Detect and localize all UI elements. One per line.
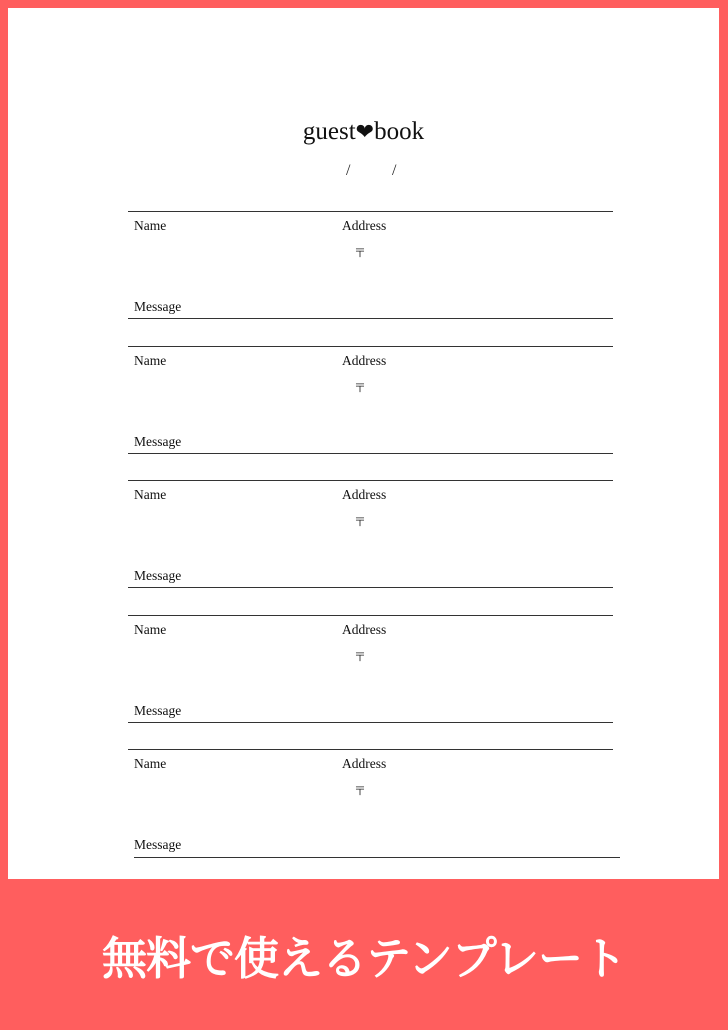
name-label: Name [134,218,167,233]
date-separator-1: / [346,162,351,179]
message-label: Message [134,434,182,449]
title-text-left: guest [302,118,356,145]
promo-banner [0,879,728,1030]
address-label: Address [342,622,387,637]
entry-top-rule [128,615,613,616]
message-label: Message [134,837,182,852]
entry-bottom-rule [128,587,613,588]
date-separator-2: / [392,162,397,179]
entry-top-rule [128,211,613,212]
entry-bottom-rule [128,722,613,723]
guestbook-sheet [8,8,719,879]
address-label: Address [342,218,387,233]
guest-entry [8,480,719,590]
entry-top-rule [128,749,613,750]
banner-text: 無料で使えるテンプレート [102,932,626,985]
entry-bottom-rule [128,318,613,319]
postal-mark-icon: 〒 [354,381,367,395]
name-label: Name [134,756,167,771]
entry-top-rule [128,346,613,347]
name-label: Name [134,353,167,368]
message-label: Message [134,568,182,583]
name-label: Name [134,622,167,637]
address-label: Address [342,756,387,771]
guest-entry [8,749,719,859]
message-label: Message [134,299,182,314]
entry-bottom-rule [134,857,620,858]
postal-mark-icon: 〒 [354,650,367,664]
entry-top-rule [128,480,613,481]
guest-entry [8,346,719,456]
name-label: Name [134,487,167,502]
postal-mark-icon: 〒 [354,784,367,798]
address-label: Address [342,353,387,368]
address-label: Address [342,487,387,502]
message-label: Message [134,703,182,718]
entry-bottom-rule [128,453,613,454]
title-text-right: book [374,118,425,145]
guest-entry [8,615,719,725]
postal-mark-icon: 〒 [354,246,367,260]
postal-mark-icon: 〒 [354,515,367,529]
guest-entry [8,211,719,321]
page-title [8,118,719,146]
heart-icon: ❤ [355,120,375,145]
